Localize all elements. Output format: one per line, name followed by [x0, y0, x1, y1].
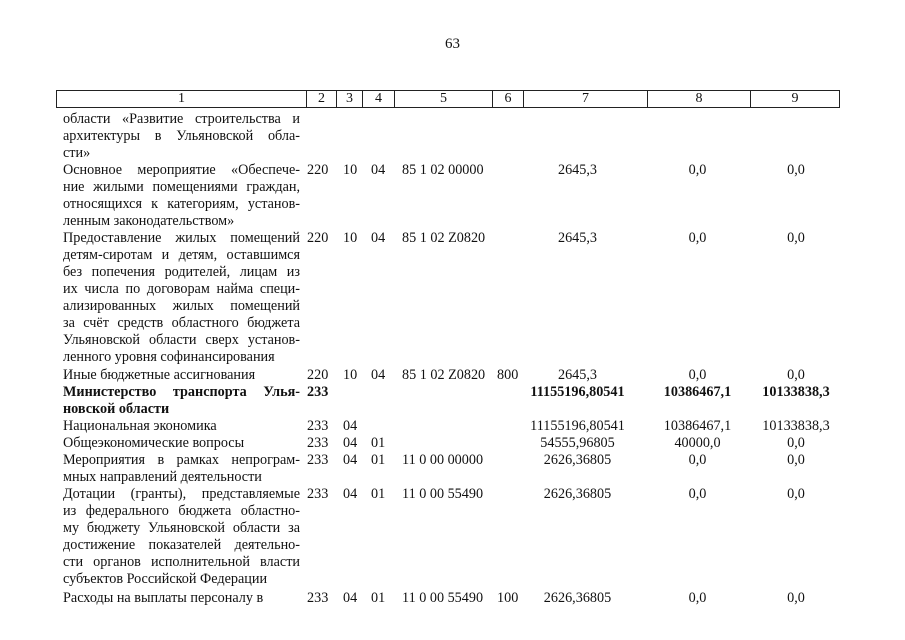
cell-c9: 10133838,3	[762, 384, 830, 400]
cell-c8: 0,0	[688, 590, 707, 606]
row-name-line: сти органов исполнительной власти	[63, 554, 300, 570]
cell-c3: 04	[343, 418, 358, 434]
cell-c4: 04	[371, 367, 386, 383]
row-name	[63, 452, 300, 486]
cell-c9: 0,0	[787, 452, 805, 468]
cell-c2: 233	[307, 486, 329, 502]
row-name	[63, 590, 300, 607]
cell-c5: 85 1 02 Z0820	[402, 367, 486, 383]
cell-c3: 04	[343, 452, 358, 468]
cell-c7: 54555,96805	[540, 435, 615, 451]
cell-c2: 220	[307, 367, 329, 383]
cell-c7: 2645,3	[557, 162, 597, 178]
row-name-line: Министерство транспорта Улья-	[63, 384, 300, 400]
cell-c9: 0,0	[787, 162, 805, 178]
row-name	[63, 418, 300, 435]
row-name	[63, 111, 300, 162]
row-name-line: му бюджету Ульяновской области за	[63, 520, 300, 536]
row-name-line: Основное мероприятие «Обеспече-	[63, 162, 300, 178]
cell-c9: 0,0	[787, 230, 805, 246]
row-name	[63, 435, 300, 452]
cell-c7: 2626,36805	[543, 590, 612, 606]
row-name-line: Национальная экономика	[63, 418, 217, 434]
row-name-line: архитектуры в Ульяновской обла-	[63, 128, 300, 144]
cell-c8: 40000,0	[674, 435, 721, 451]
row-name-line: Расходы на выплаты персоналу в	[63, 590, 264, 606]
row-name	[63, 384, 300, 418]
row-name-line: области «Развитие строительства и	[63, 111, 300, 127]
row-name	[63, 486, 300, 588]
cell-c9: 0,0	[787, 435, 805, 451]
row-name	[63, 367, 300, 384]
cell-c4: 01	[371, 435, 386, 451]
row-name-line: субъектов Российской Федерации	[63, 571, 268, 587]
header-col-2: 2	[307, 91, 337, 107]
cell-c4: 01	[371, 452, 386, 468]
row-name	[63, 162, 300, 230]
cell-c8: 0,0	[688, 367, 707, 383]
row-name-line: Мероприятия в рамках непрограм-	[63, 452, 300, 468]
cell-c3: 04	[343, 435, 358, 451]
cell-c5: 11 0 00 55490	[402, 486, 484, 502]
cell-c5: 11 0 00 00000	[402, 452, 484, 468]
cell-c4: 04	[371, 230, 386, 246]
cell-c5: 11 0 00 55490	[402, 590, 484, 606]
header-col-7: 7	[524, 91, 648, 107]
row-name	[63, 230, 300, 366]
cell-c8: 10386467,1	[663, 384, 732, 400]
cell-c2: 220	[307, 162, 329, 178]
cell-c2: 233	[307, 418, 329, 434]
cell-c5: 85 1 02 Z0820	[402, 230, 486, 246]
row-name-line: достижение показателей деятельно-	[63, 537, 300, 553]
cell-c3: 04	[343, 590, 358, 606]
cell-c7: 11155196,80541	[530, 384, 625, 400]
header-col-1: 1	[57, 91, 307, 107]
cell-c7: 2645,3	[557, 230, 597, 246]
row-name-line: относящихся к категориям, установ-	[63, 196, 300, 212]
row-name-line: их числа по договорам найма специ-	[63, 281, 300, 297]
header-col-6: 6	[493, 91, 524, 107]
row-name-line: Общеэкономические вопросы	[63, 435, 245, 451]
row-name-line: из федерального бюджета областно-	[63, 503, 300, 519]
cell-c2: 233	[307, 384, 329, 400]
cell-c4: 04	[371, 162, 386, 178]
cell-c3: 04	[343, 486, 358, 502]
row-name-line: мных направлений деятельности	[63, 469, 262, 485]
row-name-line: ние жилыми помещениями граждан,	[63, 179, 300, 195]
row-name-line: Иные бюджетные ассигнования	[63, 367, 256, 383]
row-name-line: ализированных жилых помещений	[63, 298, 300, 314]
header-col-9: 9	[791, 91, 799, 106]
header-col-8: 8	[648, 91, 751, 107]
cell-c4: 01	[371, 486, 386, 502]
cell-c4: 01	[371, 590, 386, 606]
cell-c3: 10	[343, 367, 358, 383]
cell-c9: 0,0	[787, 367, 805, 383]
cell-c6: 100	[497, 590, 519, 606]
cell-c5: 85 1 02 00000	[402, 162, 484, 178]
cell-c8: 0,0	[688, 486, 707, 502]
cell-c6: 800	[497, 367, 519, 383]
row-name-line: Предоставление жилых помещений	[63, 230, 300, 246]
header-col-4: 4	[363, 91, 395, 107]
cell-c9: 0,0	[787, 590, 805, 606]
header-col-5: 5	[395, 91, 493, 107]
cell-c2: 233	[307, 435, 329, 451]
row-name-line: ленным законодательством»	[63, 213, 235, 229]
row-name-line: ленного уровня софинансирования	[63, 349, 275, 365]
row-name-line: сти»	[63, 145, 91, 161]
page-number: 63	[445, 36, 460, 52]
cell-c2: 233	[307, 452, 329, 468]
cell-c8: 10386467,1	[663, 418, 732, 434]
cell-c8: 0,0	[688, 452, 707, 468]
cell-c9: 10133838,3	[762, 418, 830, 434]
header-col-3: 3	[337, 91, 363, 107]
cell-c9: 0,0	[787, 486, 805, 502]
cell-c8: 0,0	[688, 162, 707, 178]
row-name-line: новской области	[63, 401, 170, 417]
row-name-line: за счёт средств областного бюджета	[63, 315, 300, 331]
row-name-line: Дотации (гранты), представляемые	[63, 486, 300, 502]
row-name-line: без попечения родителей, лицам из	[63, 264, 300, 280]
cell-c2: 220	[307, 230, 329, 246]
row-name-line: Ульяновской области сверх установ-	[63, 332, 300, 348]
cell-c3: 10	[343, 162, 358, 178]
cell-c7: 2645,3	[557, 367, 597, 383]
cell-c3: 10	[343, 230, 358, 246]
row-name-line: детям-сиротам и детям, оставшимся	[63, 247, 300, 263]
cell-c7: 2626,36805	[543, 486, 612, 502]
cell-c2: 233	[307, 590, 329, 606]
cell-c7: 2626,36805	[543, 452, 612, 468]
cell-c8: 0,0	[688, 230, 707, 246]
cell-c7: 11155196,80541	[530, 418, 625, 434]
